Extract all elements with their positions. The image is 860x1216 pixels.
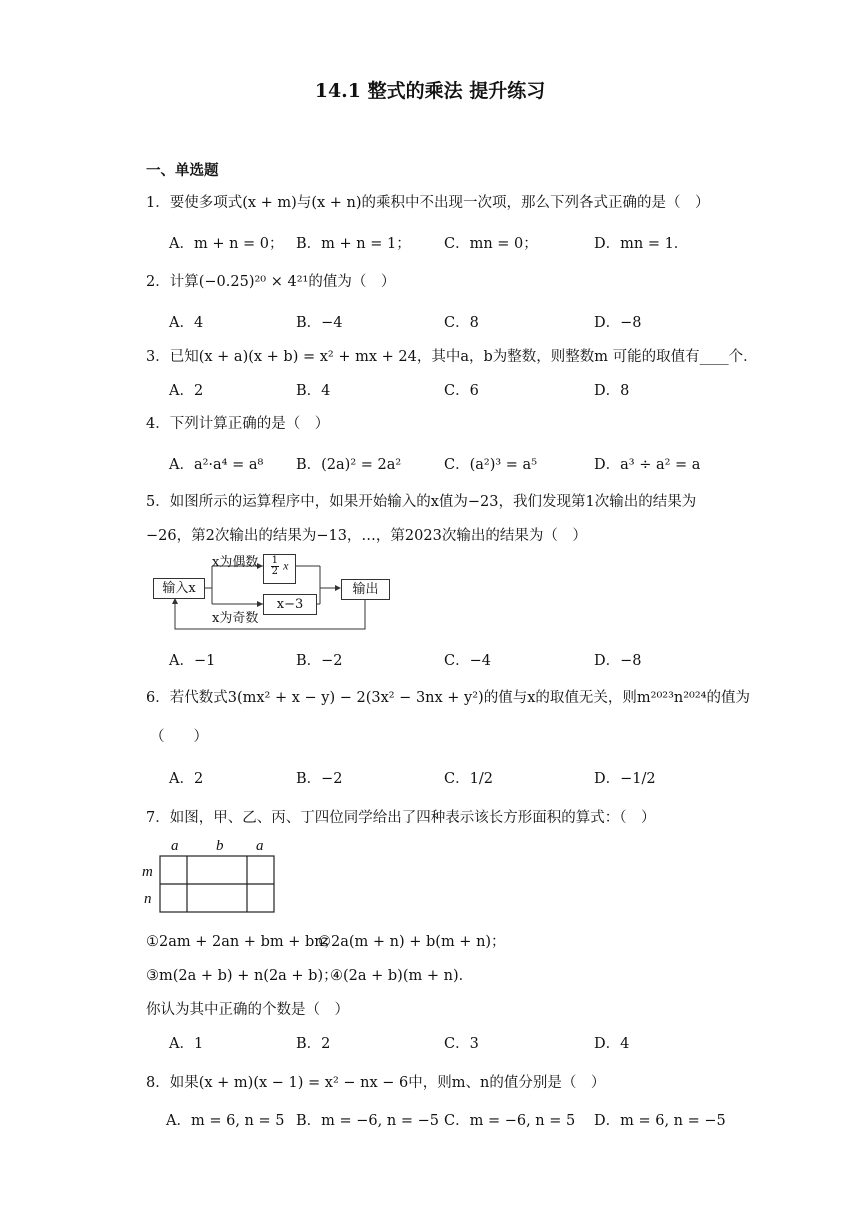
half-denominator: 2 xyxy=(271,566,278,577)
q8-option-c: C．m = −6, n = 5 xyxy=(444,1113,576,1129)
q2-option-a: A．4 xyxy=(169,315,204,331)
rect-side-label-n: n xyxy=(144,891,152,907)
q3-option-c: C．6 xyxy=(444,383,479,399)
half-numerator: 1 xyxy=(271,555,278,566)
question-4-stem: 4．下列计算正确的是（ ） xyxy=(146,416,330,432)
q6-option-c: C．1/2 xyxy=(444,771,493,787)
rect-top-label-a2: a xyxy=(256,838,264,854)
q7-option-b: B．2 xyxy=(296,1036,331,1052)
rect-top-label-b: b xyxy=(216,838,224,854)
q6-option-a: A．2 xyxy=(169,771,204,787)
flowchart-odd-label: x为奇数 xyxy=(212,611,259,626)
section-heading: 一、单选题 xyxy=(146,162,219,179)
q5-option-b: B．−2 xyxy=(296,653,343,669)
q2-option-b: B．−4 xyxy=(296,315,343,331)
question-2-stem: 2．计算(−0.25)²⁰ × 4²¹的值为（ ） xyxy=(146,274,396,290)
q4-option-c: C．(a²)³ = a⁵ xyxy=(444,457,538,473)
q4-option-b: B．(2a)² = 2a² xyxy=(296,457,402,473)
q2-option-d: D．−8 xyxy=(594,315,642,331)
q3-option-d: D．8 xyxy=(594,383,630,399)
half-variable: x xyxy=(283,558,289,573)
q7-expression-4: ④(2a + b)(m + n)． xyxy=(330,968,474,984)
flowchart-odd-box: x−3 xyxy=(263,594,317,615)
question-5-stem-line2: −26，第2次输出的结果为−13，…，第2023次输出的结果为（ ） xyxy=(146,528,587,544)
q5-option-d: D．−8 xyxy=(594,653,642,669)
q7-option-a: A．1 xyxy=(169,1036,204,1052)
flowchart-even-label: x为偶数 xyxy=(212,555,259,570)
q1-option-c: C．mn = 0； xyxy=(444,236,538,252)
question-1-stem: 1．要使多项式(x + m)与(x + n)的乘积中不出现一次项，那么下列各式正确的是（ ） xyxy=(146,195,710,211)
rect-top-label-a1: a xyxy=(171,838,179,854)
rect-side-label-m: m xyxy=(142,864,153,880)
q1-option-a: A．m + n = 0； xyxy=(169,236,284,252)
flowchart-half-box xyxy=(263,554,296,584)
q4-option-a: A．a²·a⁴ = a⁸ xyxy=(169,457,264,473)
q1-option-d: D．mn = 1． xyxy=(594,236,689,252)
page-title: 14.1 整式的乘法 提升练习 xyxy=(314,80,546,102)
q5-option-a: A．−1 xyxy=(169,653,216,669)
question-7-stem: 7．如图，甲、乙、丙、丁四位同学给出了四种表示该长方形面积的算式：（ ） xyxy=(146,810,656,826)
q2-option-c: C．8 xyxy=(444,315,479,331)
q7-expression-1: ①2am + 2an + bm + bn； xyxy=(146,934,339,950)
flowchart-output-box: 输出 xyxy=(341,579,390,600)
q3-option-b: B．4 xyxy=(296,383,331,399)
q7-option-c: C．3 xyxy=(444,1036,479,1052)
q1-option-b: B．m + n = 1； xyxy=(296,236,411,252)
q8-option-b: B．m = −6, n = −5 xyxy=(296,1113,439,1129)
question-7-stem-line2: 你认为其中正确的个数是（ ） xyxy=(146,1002,349,1018)
flowchart-input-box: 输入x xyxy=(153,578,205,599)
rectangle-figure xyxy=(140,838,280,918)
q8-option-a: A．m = 6, n = 5 xyxy=(166,1113,285,1129)
q6-option-b: B．−2 xyxy=(296,771,343,787)
q5-option-c: C．−4 xyxy=(444,653,491,669)
q8-option-d: D．m = 6, n = −5 xyxy=(594,1113,726,1129)
q7-expression-2: ②2a(m + n) + b(m + n)； xyxy=(318,934,506,950)
q7-expression-3: ③m(2a + b) + n(2a + b)； xyxy=(146,968,338,984)
q3-option-a: A．2 xyxy=(169,383,204,399)
q4-option-d: D．a³ ÷ a² = a xyxy=(594,457,701,473)
question-8-stem: 8．如果(x + m)(x − 1) = x² − nx − 6中，则m、n的值分别是（ ） xyxy=(146,1075,606,1091)
question-3-stem: 3．已知(x + a)(x + b) = x² + mx + 24，其中a，b为整数，则整数m 可能的取值有____个． xyxy=(146,349,758,365)
rect-grid xyxy=(140,838,280,918)
operation-flowchart xyxy=(150,552,400,634)
question-6-stem-line2: （ ） xyxy=(150,729,208,745)
q7-option-d: D．4 xyxy=(594,1036,630,1052)
question-5-stem: 5．如图所示的运算程序中，如果开始输入的x值为−23，我们发现第1次输出的结果为 xyxy=(146,494,697,510)
question-6-stem: 6．若代数式3(mx² + x − y) − 2(3x² − 3nx + y²)的值与x的取值无关，则m²⁰²³n²⁰²⁴的值为 xyxy=(146,690,750,706)
q6-option-d: D．−1/2 xyxy=(594,771,656,787)
